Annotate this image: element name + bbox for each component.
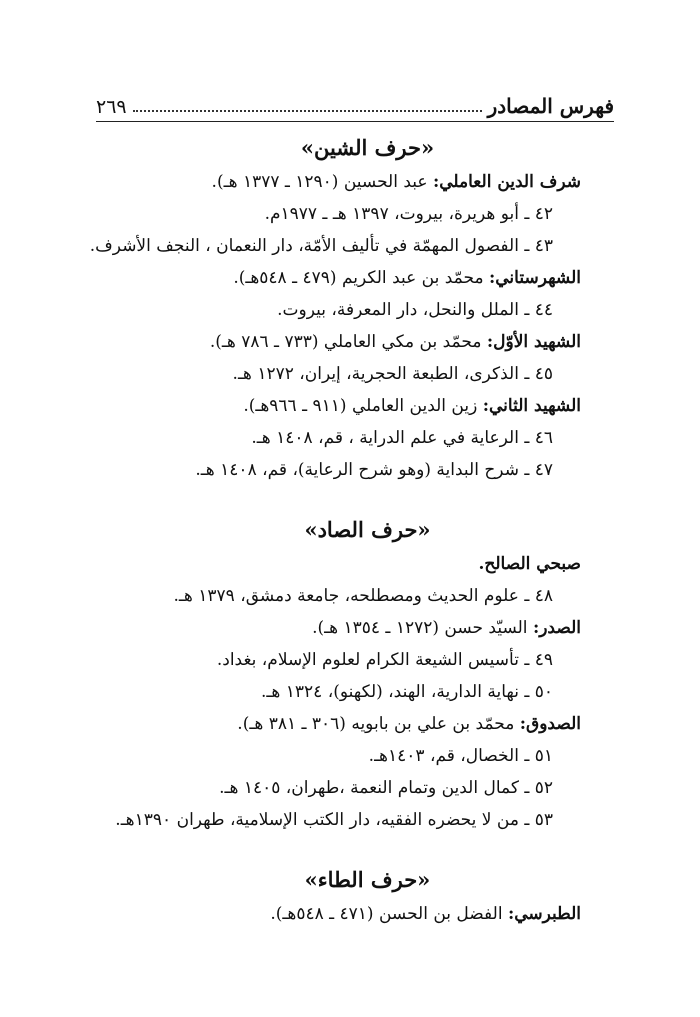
entry-line: ٤٩ ـ تأسيس الشيعة الكرام لعلوم الإسلام، بغداد.	[216, 650, 553, 670]
bibliography-content	[40, 130, 615, 930]
author-name: الصدوق:	[519, 714, 581, 734]
author-name: الشهيد الأوّل:	[486, 332, 581, 352]
entry-line: ٤٨ ـ علوم الحديث ومصطلحه، جامعة دمشق، ١٣٧٩ هـ.	[173, 586, 553, 606]
page-number: ٢٦٩	[96, 96, 127, 118]
section-title-saad: «حرف الصاد»	[304, 517, 431, 542]
author-line	[40, 548, 615, 580]
running-header	[96, 78, 614, 118]
entry-line: ٤٥ ـ الذكرى، الطبعة الحجرية، إيران، ١٢٧٢ هـ.	[232, 364, 553, 384]
entry-line: ٥٠ ـ نهاية الدارية، الهند، (لكهنو)، ١٣٢٤ هـ.	[261, 682, 553, 702]
author-details: الفضل بن الحسن (٤٧١ ـ ٥٤٨هـ).	[270, 904, 508, 924]
author-line	[40, 166, 615, 198]
author-line	[40, 708, 615, 740]
section-gap	[40, 486, 615, 512]
author-details: محمّد بن مكي العاملي (٧٣٣ ـ ٧٨٦ هـ).	[209, 332, 487, 352]
header-title: فهرس المصادر	[487, 94, 614, 118]
author-line	[40, 898, 615, 930]
author-name: شرف الدين العاملي:	[432, 172, 581, 192]
entry-line: ٥١ ـ الخصال، قم، ١٤٠٣هـ.	[368, 746, 553, 766]
section-title-taa: «حرف الطاء»	[304, 867, 431, 892]
entry-line: ٤٤ ـ الملل والنحل، دار المعرفة، بيروت.	[277, 300, 553, 320]
header-leader-dots	[133, 109, 482, 112]
entry-line: ٤٧ ـ شرح البداية (وهو شرح الرعاية)، قم، ١٤٠٨ هـ.	[195, 460, 553, 480]
author-line	[40, 390, 615, 422]
author-details: السيّد حسن (١٢٧٢ ـ ١٣٥٤ هـ).	[312, 618, 533, 638]
author-line	[40, 326, 615, 358]
section-gap	[40, 836, 615, 862]
header-rule	[96, 121, 614, 122]
author-name: الصدر:	[532, 618, 581, 638]
section-title-sheen: «حرف الشين»	[300, 135, 435, 160]
author-details: عبد الحسين (١٢٩٠ ـ ١٣٧٧ هـ).	[211, 172, 433, 192]
author-name: الطبرسي:	[507, 904, 581, 924]
author-name: صبحي الصالح.	[478, 554, 581, 574]
entry-line: ٥٣ ـ من لا يحضره الفقيه، دار الكتب الإسلامية، طهران ١٣٩٠هـ.	[115, 810, 553, 830]
entry-line: ٤٦ ـ الرعاية في علم الدراية ، قم، ١٤٠٨ هـ.	[251, 428, 553, 448]
author-details: محمّد بن عبد الكريم (٤٧٩ ـ ٥٤٨هـ).	[233, 268, 489, 288]
entry-line: ٤٣ ـ الفصول المهمّة في تأليف الأمّة، دار النعمان ، النجف الأشرف.	[89, 236, 553, 256]
author-details: زين الدين العاملي (٩١١ ـ ٩٦٦هـ).	[243, 396, 483, 416]
entry-line: ٥٢ ـ كمال الدين وتمام النعمة ،طهران، ١٤٠٥ هـ.	[219, 778, 553, 798]
author-line	[40, 262, 615, 294]
author-name: الشهيد الثاني:	[482, 396, 581, 416]
entry-line: ٤٢ ـ أبو هريرة، بيروت، ١٣٩٧ هـ ـ ١٩٧٧م.	[264, 204, 553, 224]
author-name: الشهرستاني:	[488, 268, 581, 288]
author-details: محمّد بن علي بن بابويه (٣٠٦ ـ ٣٨١ هـ).	[237, 714, 520, 734]
author-line	[40, 612, 615, 644]
